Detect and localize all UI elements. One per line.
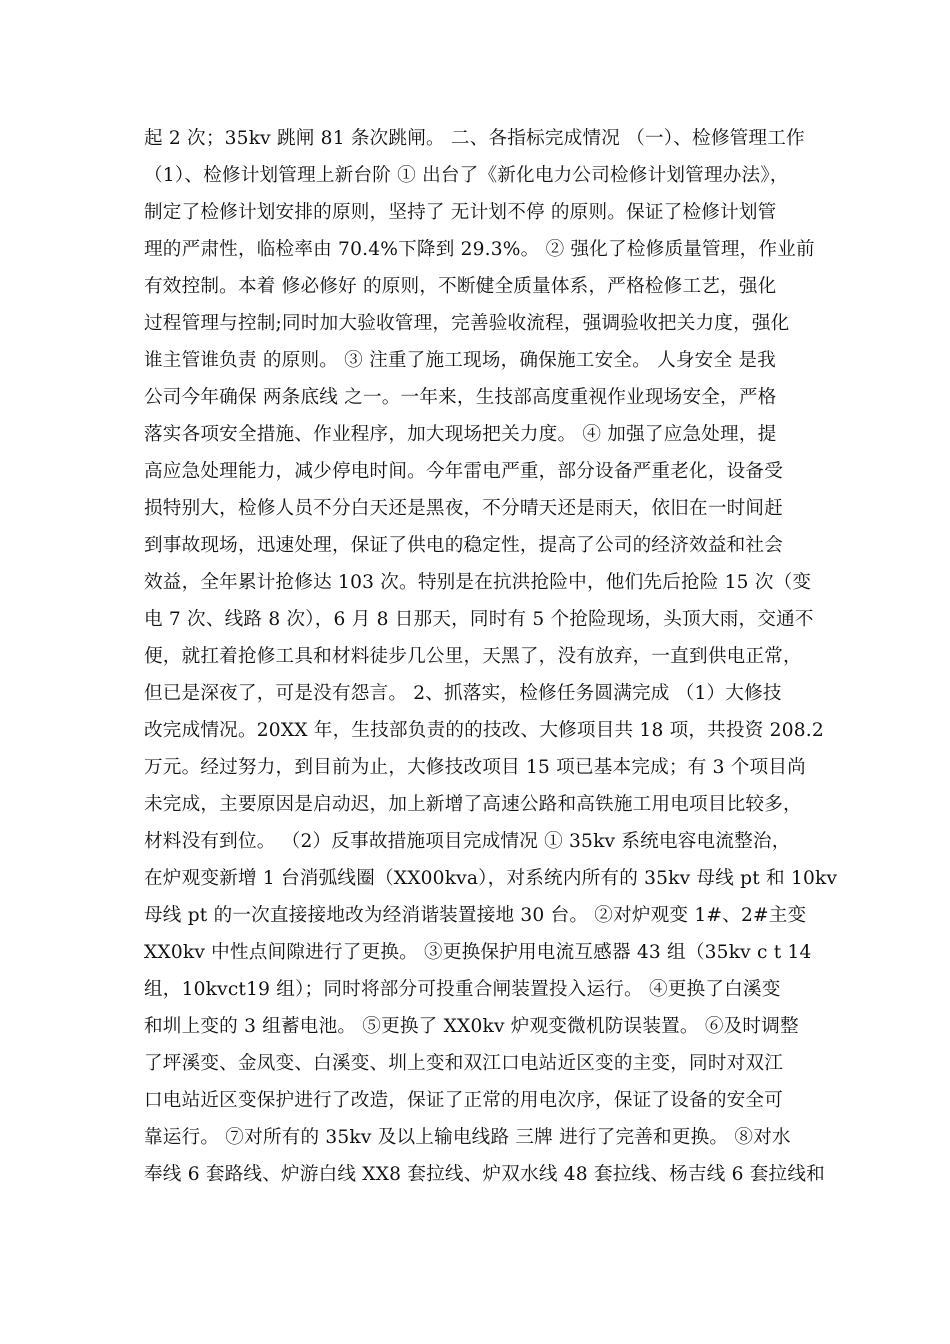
text-line: 过程管理与控制;同时加大验收管理，完善验收流程，强调验收把关力度，强化 — [144, 313, 790, 334]
text-line: 材料没有到位。 （2）反事故措施项目完成情况 ① 35kv 系统电容电流整治， — [144, 831, 791, 852]
text-line: 到事故现场，迅速处理，保证了供电的稳定性，提高了公司的经济效益和社会 — [144, 535, 783, 556]
text-line: 在炉观变新增 1 台消弧线圈（XX00kva），对系统内所有的 35kv 母线 pt 和 10kv — [144, 868, 838, 889]
text-line: 理的严肃性，临检率由 70.4%下降到 29.3%。 ② 强化了检修质量管理，作业前 — [144, 239, 815, 260]
text-line: 高应急处理能力，减少停电时间。今年雷电严重，部分设备严重老化，设备受 — [144, 461, 783, 482]
text-line: 母线 pt 的一次直接接地改为经消谐装置接地 30 台。 ②对炉观变 1#、2#主变 — [144, 905, 807, 926]
text-line: 奉线 6 套路线、炉游白线 XX8 套拉线、炉双水线 48 套拉线、杨吉线 6 套拉线和 — [144, 1164, 825, 1185]
text-line: 效益，全年累计抢修达 103 次。特别是在抗洪抢险中，他们先后抢险 15 次（变 — [144, 572, 812, 593]
text-line: 组，10kvct19 组）；同时将部分可投重合闸装置投入运行。 ④更换了白溪变 — [144, 979, 781, 1000]
text-line: 落实各项安全措施、作业程序，加大现场把关力度。 ④ 加强了应急处理，提 — [144, 424, 777, 445]
text-line: XX0kv 中性点间隙进行了更换。 ③更换保护用电流互感器 43 组（35kv c t 14 — [144, 942, 812, 963]
text-line: 公司今年确保 两条底线 之一。一年来，生技部高度重视作业现场安全，严格 — [144, 387, 777, 408]
text-line: 改完成情况。20XX 年，生技部负责的的技改、大修项目共 18 项，共投资 208.2 — [144, 720, 824, 741]
text-line: 损特别大，检修人员不分白天还是黑夜，不分晴天还是雨天，依旧在一时间赶 — [144, 498, 783, 519]
text-line: 口电站近区变保护进行了改造，保证了正常的用电次序，保证了设备的安全可 — [144, 1090, 783, 1111]
text-line: 便，就扛着抢修工具和材料徒步几公里，天黑了，没有放弃，一直到供电正常， — [144, 646, 802, 667]
text-line: 起 2 次；35kv 跳闸 81 条次跳闸。 二、各指标完成情况 （一）、检修管理工作 — [144, 128, 805, 149]
text-line: 未完成，主要原因是启动迟，加上新增了高速公路和高铁施工用电项目比较多， — [144, 794, 802, 815]
text-line: （1）、检修计划管理上新台阶 ① 出台了《新化电力公司检修计划管理办法》， — [144, 165, 789, 186]
text-line: 谁主管谁负责 的原则。 ③ 注重了施工现场，确保施工安全。 人身安全 是我 — [144, 350, 776, 371]
text-line: 但已是深夜了，可是没有怨言。 2、抓落实，检修任务圆满完成 （1）大修技 — [144, 683, 782, 704]
text-line: 和圳上变的 3 组蓄电池。 ⑤更换了 XX0kv 炉观变微机防误装置。 ⑥及时调整 — [144, 1016, 799, 1037]
text-line: 制定了检修计划安排的原则，坚持了 无计划不停 的原则。保证了检修计划管 — [144, 202, 777, 223]
text-line: 万元。经过努力，到目前为止，大修技改项目 15 项已基本完成；有 3 个项目尚 — [144, 757, 806, 778]
body-text — [144, 120, 838, 1193]
text-line: 有效控制。本着 修必修好 的原则，不断健全质量体系，严格检修工艺，强化 — [144, 276, 777, 297]
text-line: 靠运行。 ⑦对所有的 35kv 及以上输电线路 三牌 进行了完善和更换。 ⑧对水 — [144, 1127, 791, 1148]
text-line: 了坪溪变、金凤变、白溪变、圳上变和双江口电站近区变的主变，同时对双江 — [144, 1053, 783, 1074]
text-line: 电 7 次、线路 8 次），6 月 8 日那天，同时有 5 个抢险现场，头顶大雨，交通不 — [144, 609, 814, 630]
